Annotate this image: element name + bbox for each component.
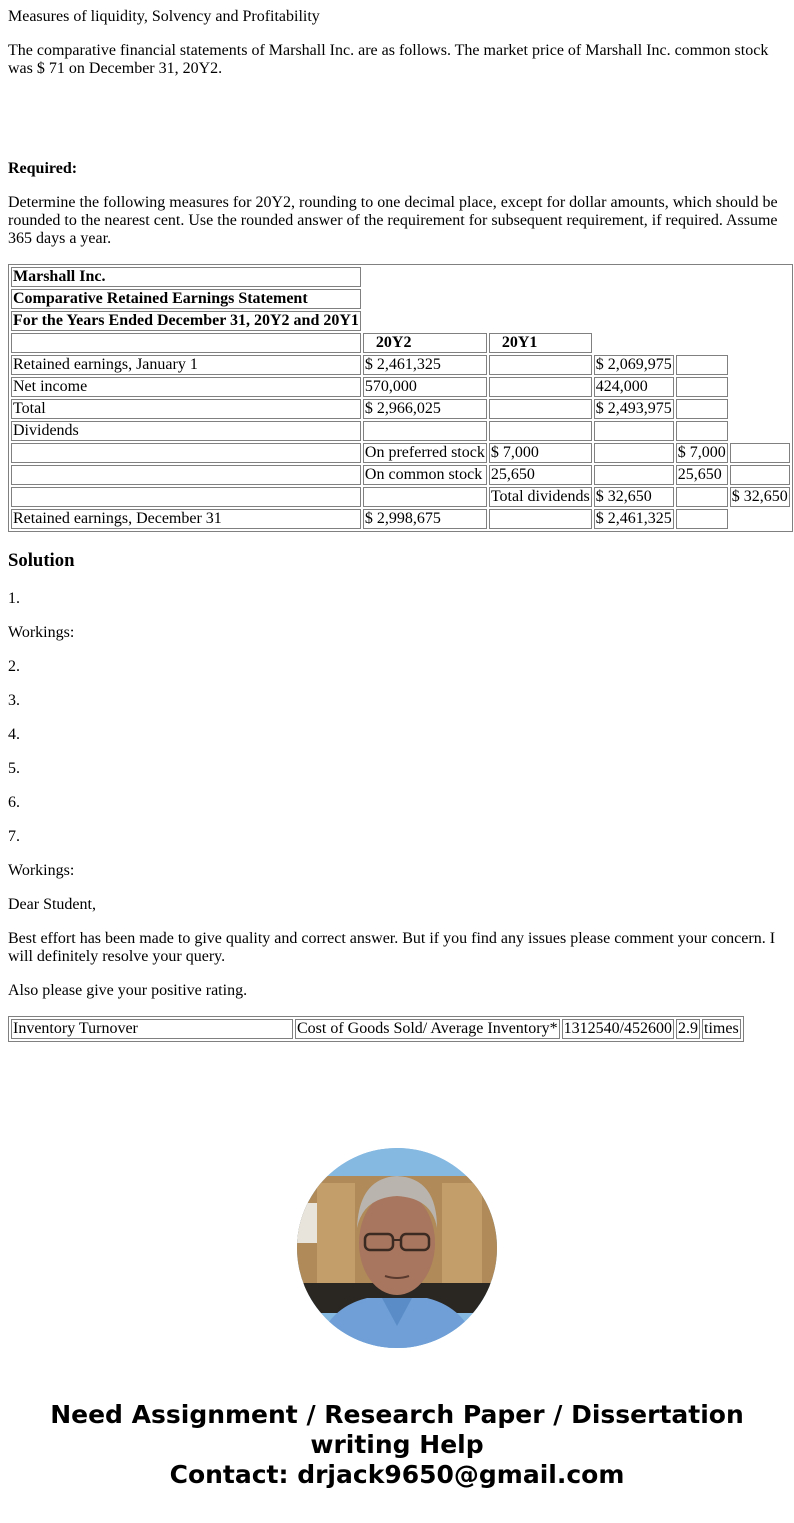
solution-note: Best effort has been made to give quality and correct answer. But if you find any issues please comment your concern. I will definitely resolve your query.	[8, 930, 776, 965]
column-header-20y2: 20Y2	[363, 333, 487, 353]
value-20y2: 570,000	[363, 377, 487, 397]
value-20y2: $ 32,650	[594, 487, 674, 507]
required-label: Required:	[8, 160, 78, 177]
table-row	[11, 289, 790, 309]
solution-item: 4.	[8, 726, 20, 743]
promo-banner	[8, 1400, 786, 1490]
value-20y1: $ 2,069,975	[595, 356, 672, 373]
solution-item: Dear Student,	[8, 896, 96, 913]
row-label: Total dividends	[490, 488, 590, 505]
column-header-20y1: 20Y1	[489, 333, 592, 353]
portrait-image	[297, 1148, 497, 1348]
measure-result: 2.9	[678, 1020, 699, 1037]
value-20y1: $ 2,493,975	[595, 400, 672, 417]
intro-text: The comparative financial statements of Marshall Inc. are as follows. The market price of Marshall Inc. common stock was $ 71 on December 31, 20Y2.	[8, 42, 769, 77]
statement-period: For the Years Ended December 31, 20Y2 and 20Y1	[13, 312, 359, 329]
row-label: Dividends	[11, 421, 361, 441]
required-text: Determine the following measures for 20Y2, rounding to one decimal place, except for dollar amounts, which should be rounded to the nearest cent. Use the rounded answer of the requirement for subsequent requirement, if required. Assume 365 days a year.	[8, 194, 778, 247]
solution-item: 5.	[8, 760, 20, 777]
solution-item: Workings:	[8, 624, 75, 641]
rating-request: Also please give your positive rating.	[8, 982, 248, 999]
company-name: Marshall Inc.	[11, 267, 361, 287]
solution-item: 7.	[8, 828, 20, 845]
measure-name: Inventory Turnover	[11, 1019, 293, 1039]
table-row	[11, 465, 790, 485]
measure-unit: times	[704, 1020, 739, 1037]
value-20y2: 25,650	[489, 465, 592, 485]
spacer	[8, 94, 786, 160]
row-label: Total	[11, 399, 361, 419]
table-row	[11, 509, 790, 529]
row-label: On preferred stock	[364, 444, 485, 461]
row-label: Retained earnings, December 31	[11, 509, 361, 529]
table-row	[11, 443, 790, 463]
value-20y2: $ 7,000	[489, 443, 592, 463]
solution-item: Workings:	[8, 862, 75, 879]
table-row	[11, 355, 790, 375]
avatar-container	[8, 1148, 786, 1348]
table-row	[11, 421, 790, 441]
row-label: Retained earnings, January 1	[11, 355, 361, 375]
value-20y2: $ 2,461,325	[363, 355, 487, 375]
solution-item: 2.	[8, 658, 20, 675]
solution-heading: Solution	[8, 550, 75, 571]
table-row	[11, 333, 790, 353]
table-row	[11, 267, 790, 287]
value-20y1: $ 2,461,325	[595, 510, 672, 527]
value-20y2: $ 2,998,675	[363, 509, 487, 529]
value-20y1: $ 32,650	[731, 488, 788, 505]
retained-earnings-table	[8, 264, 793, 532]
promo-headline: Need Assignment / Research Paper / Dissertation writing Help	[50, 1400, 744, 1459]
solution-item: 3.	[8, 692, 20, 709]
value-20y2: $ 2,966,025	[363, 399, 487, 419]
row-label: Net income	[11, 377, 361, 397]
value-20y1: $ 7,000	[677, 444, 726, 461]
solution-item: 1.	[8, 590, 20, 607]
solution-item: 6.	[8, 794, 20, 811]
avatar	[297, 1148, 497, 1348]
table-row	[11, 487, 790, 507]
promo-contact: Contact: drjack9650@gmail.com	[169, 1460, 625, 1489]
measure-calc: 1312540/452600	[563, 1020, 673, 1037]
row-label: On common stock	[363, 465, 487, 485]
table-row	[11, 399, 790, 419]
measure-formula: Cost of Goods Sold/ Average Inventory*	[297, 1020, 558, 1037]
value-20y1: 424,000	[594, 377, 674, 397]
table-row	[11, 1019, 741, 1039]
inventory-turnover-table	[8, 1016, 744, 1042]
table-row	[11, 311, 790, 331]
page-title: Measures of liquidity, Solvency and Profitability	[8, 8, 320, 25]
table-row	[11, 377, 790, 397]
statement-name: Comparative Retained Earnings Statement	[11, 289, 361, 309]
value-20y1: 25,650	[676, 465, 728, 485]
